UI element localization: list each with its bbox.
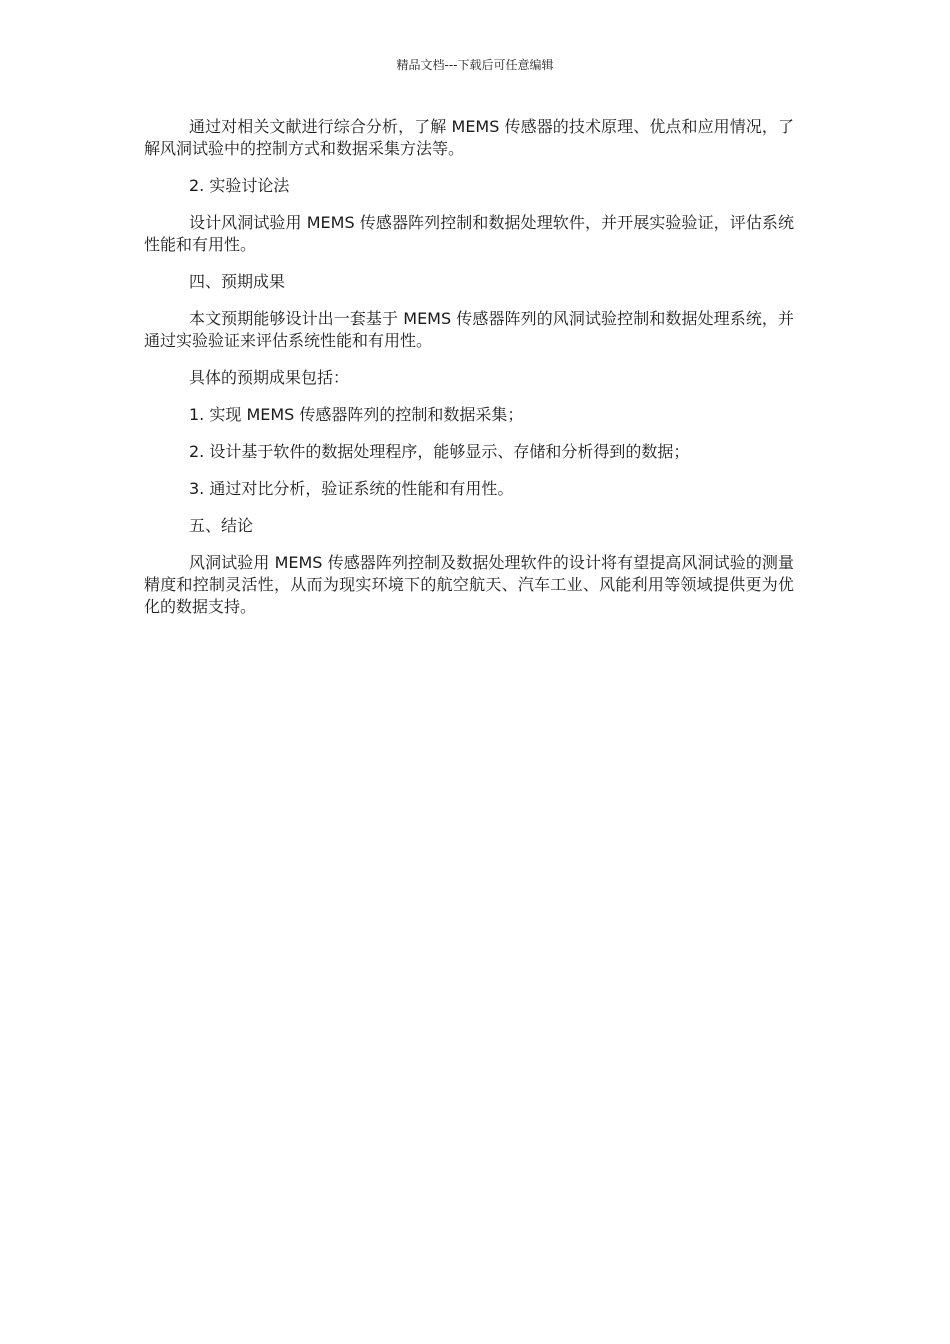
list-item-result-2: 2. 设计基于软件的数据处理程序，能够显示、存储和分析得到的数据； [189,442,690,461]
paragraph-experiment-design: 设计风洞试验用 MEMS 传感器阵列控制和数据处理软件，并开展实验验证，评估系统性能和有用性。 [144,213,794,254]
list-item-result-1: 1. 实现 MEMS 传感器阵列的控制和数据采集； [189,405,524,424]
heading-conclusion: 五、结论 [189,516,254,535]
heading-experiment-method: 2. 实验讨论法 [189,176,290,195]
paragraph-conclusion: 风洞试验用 MEMS 传感器阵列控制及数据处理软件的设计将有望提高风洞试验的测量精度和控制灵活性，从而为现实环境下的航空航天、汽车工业、风能利用等领域提供更为优化的数据支持。 [144,553,794,616]
heading-expected-results: 四、预期成果 [189,272,286,291]
paragraph-expected-system: 本文预期能够设计出一套基于 MEMS 传感器阵列的风洞试验控制和数据处理系统，并通过实验验证来评估系统性能和有用性。 [144,309,794,350]
paragraph-results-intro: 具体的预期成果包括： [189,368,350,387]
document-body [144,116,794,633]
paragraph-literature-analysis: 通过对相关文献进行综合分析，了解 MEMS 传感器的技术原理、优点和应用情况，了解风洞试验中的控制方式和数据采集方法等。 [144,117,794,158]
page-header: 精品文档---下载后可任意编辑 [396,58,554,72]
list-item-result-3: 3. 通过对比分析，验证系统的性能和有用性。 [189,479,514,498]
